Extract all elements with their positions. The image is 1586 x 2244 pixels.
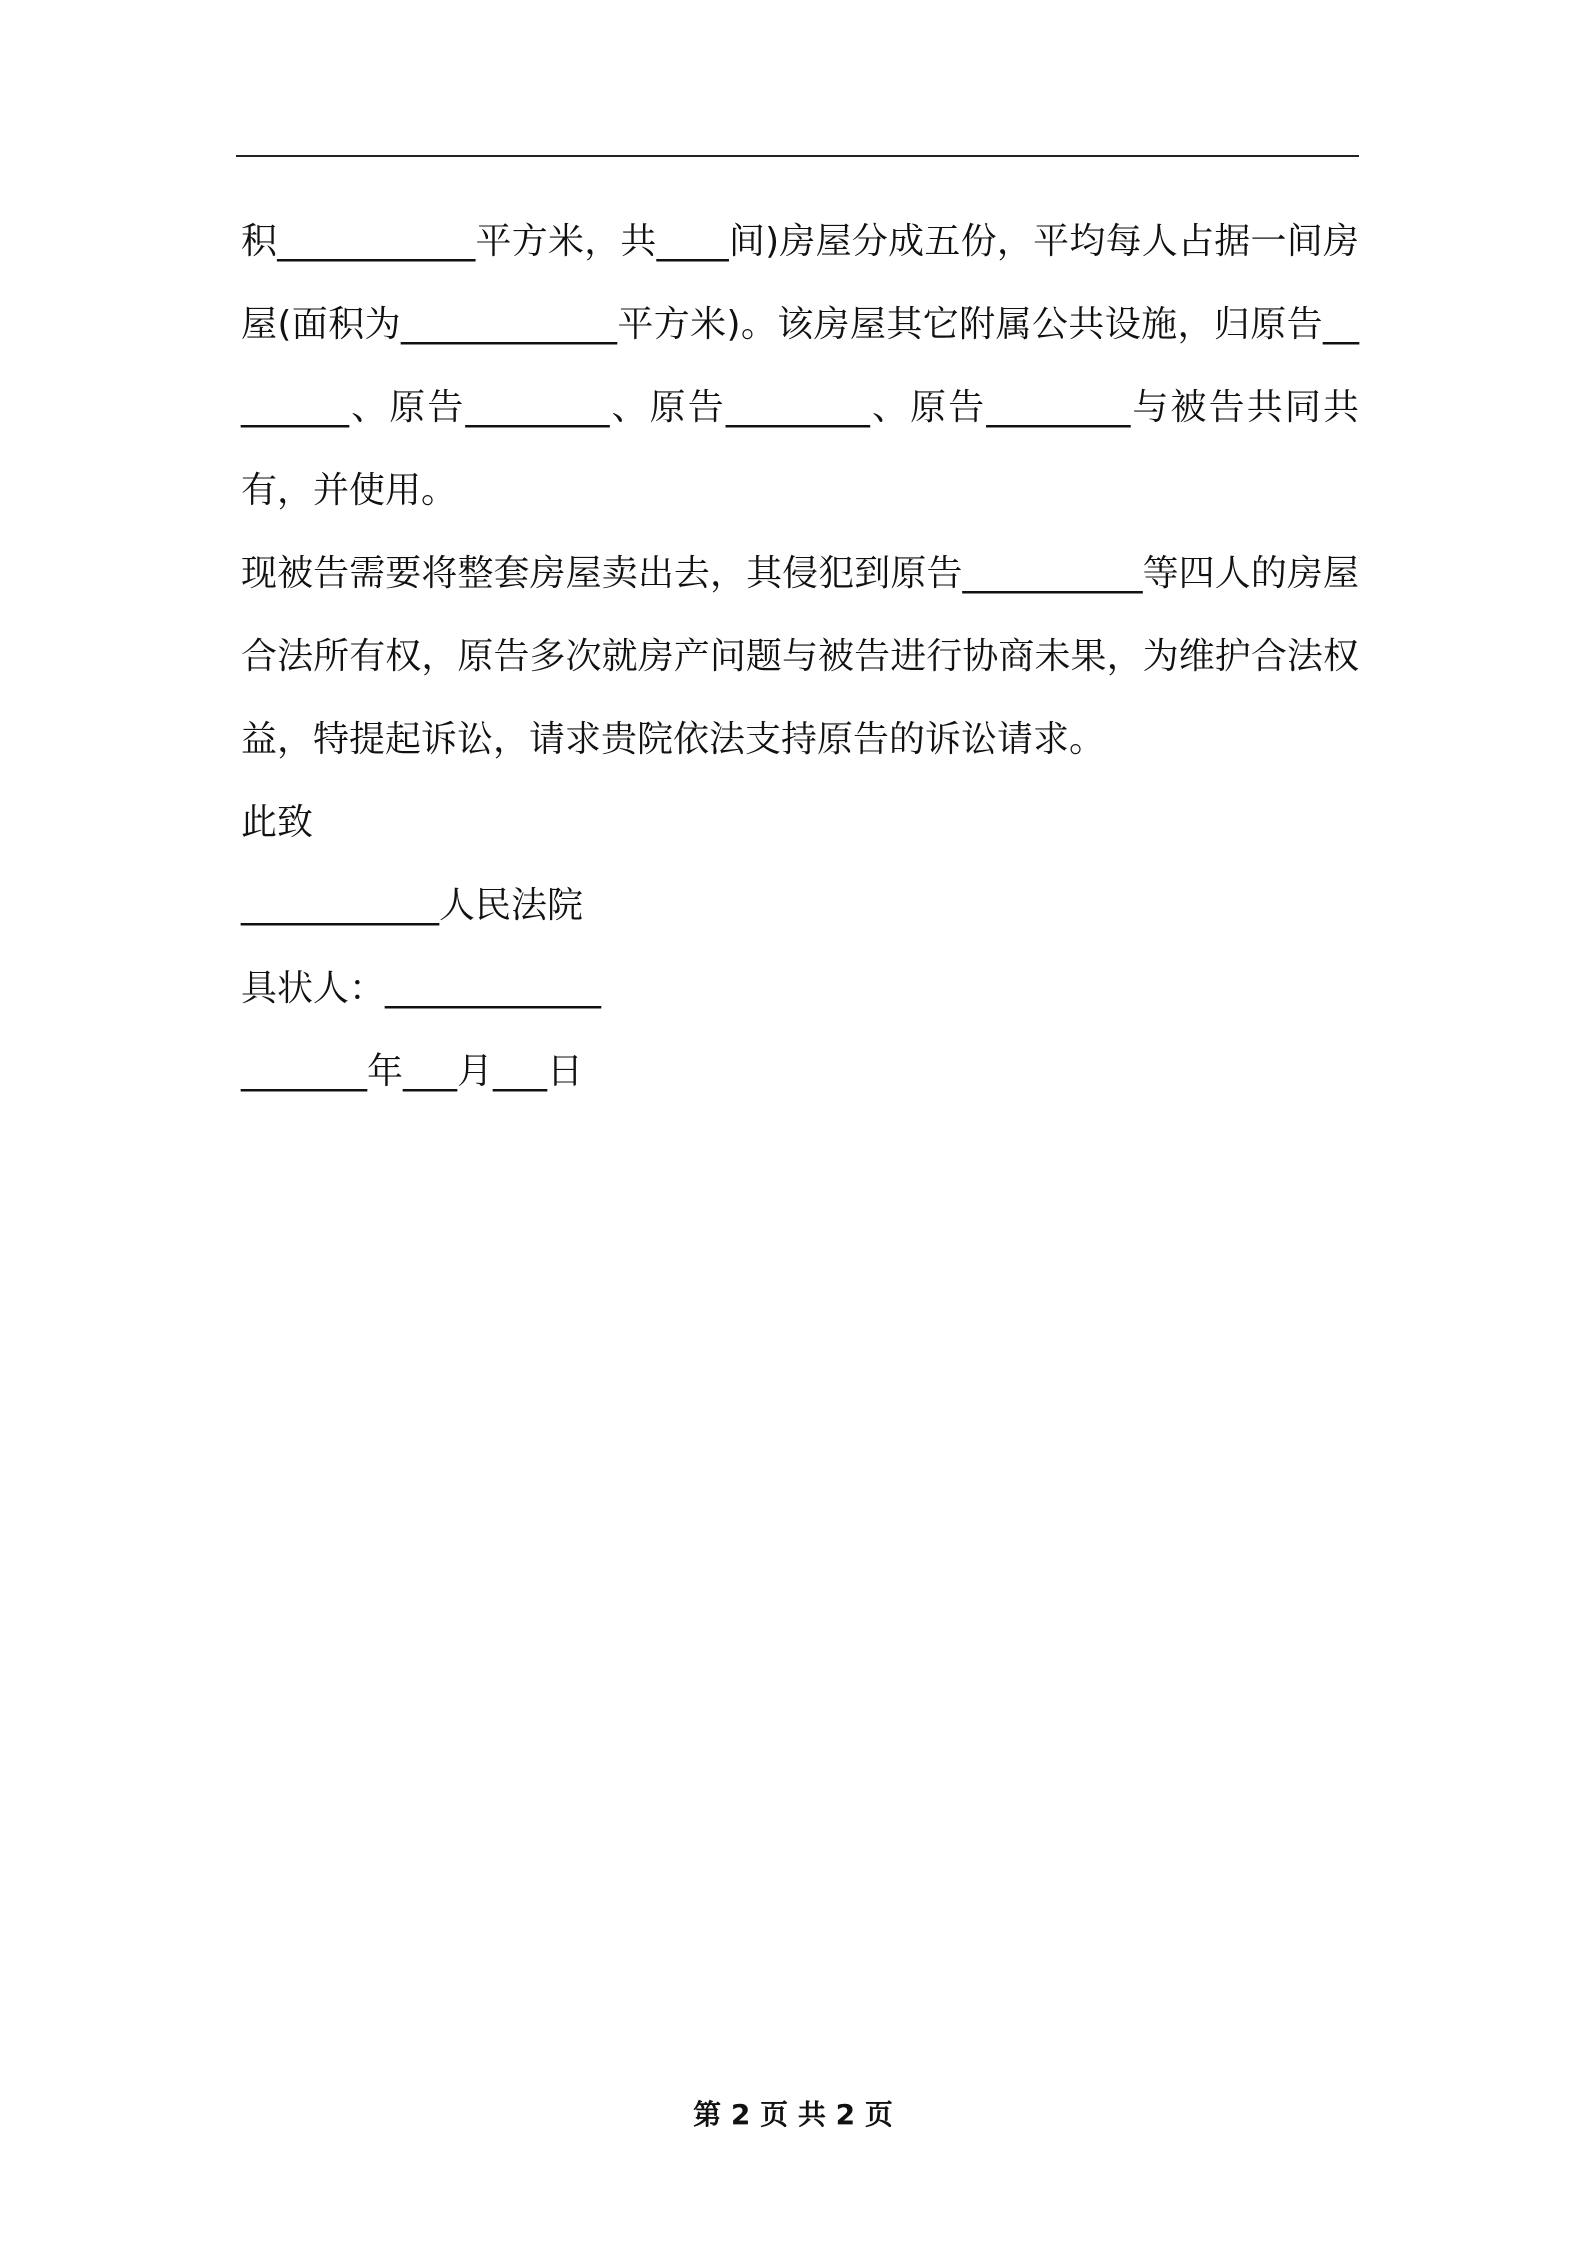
paragraph-claim: 现被告需要将整套房屋卖出去，其侵犯到原告__________等四人的房屋合法所有权，原告多次就房产问题与被告进行协商未果，为维护合法权益，特提起诉讼，请求贵院依法支持原告的诉讼请求。 — [241, 553, 1359, 760]
document-body — [241, 200, 1359, 1113]
page-number-footer: 第 2 页 共 2 页 — [693, 2098, 893, 2131]
header-rule — [236, 155, 1359, 157]
date-line: _______年___月___日 — [241, 1051, 584, 1092]
paragraph-property-division: 积___________平方米，共____间)房屋分成五份，平均每人占据一间房屋(面积为____________平方米)。该房屋其它附属公共设施，归原告________、原告________、原告________、原告________与被告共同共有，并使用。 — [241, 221, 1359, 511]
salutation: 此致 — [241, 802, 314, 843]
court-name-line: ___________人民法院 — [241, 885, 584, 926]
plaintiff-signature-line: 具状人：____________ — [241, 968, 602, 1009]
